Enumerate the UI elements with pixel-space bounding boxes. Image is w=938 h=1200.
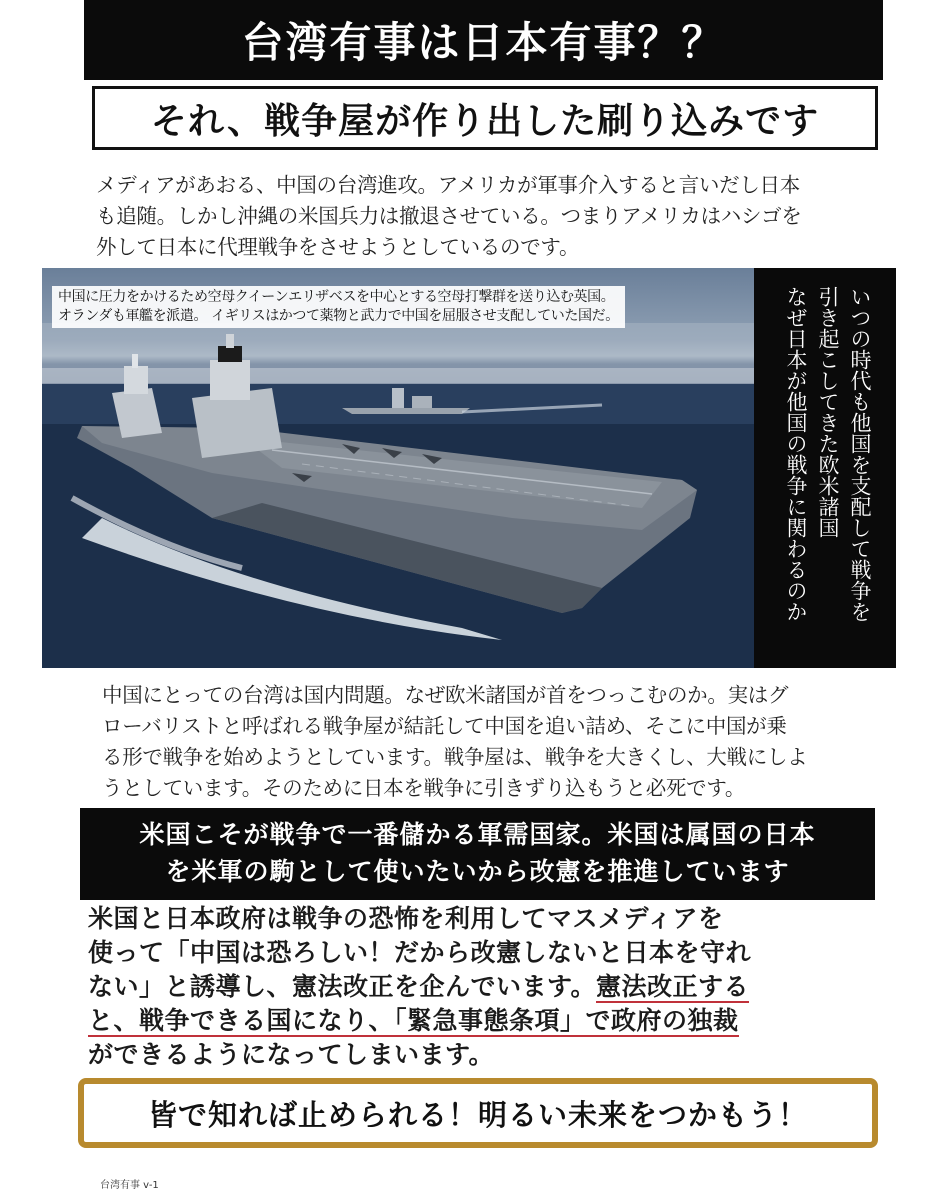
call-to-action-box: 皆で知れば止められる！明るい未来をつかもう！	[78, 1078, 878, 1148]
body-line	[88, 1004, 858, 1038]
intro-line: メディアがあおる、中国の台湾進攻。アメリカが軍事介入すると言いだし日本	[96, 173, 800, 197]
body-line: 使って「中国は恐ろしい！だから改憲しないと日本を守れ	[88, 938, 752, 967]
body-line	[88, 970, 858, 1004]
intro-line: も追随。しかし沖縄の米国兵力は撤退させている。つまりアメリカはハシゴを	[96, 204, 802, 228]
banner-line: を米軍の駒として使いたいから改憲を推進しています	[165, 857, 790, 886]
vertical-line: いつの時代も他国を支配して戦争を	[848, 286, 872, 622]
body-text: ない」と誘導し、憲法改正を企んでいます。	[88, 972, 597, 1001]
vertical-line: なぜ日本が他国の戦争に関わるのか	[784, 286, 808, 622]
aircraft-carrier-photo	[42, 268, 754, 668]
page-title: 台湾有事は日本有事？？	[84, 0, 883, 80]
vertical-text	[780, 286, 876, 658]
underlined-text: 憲法改正する	[596, 972, 750, 1001]
page-subtitle: それ、戦争屋が作り出した刷り込みです	[92, 86, 878, 150]
body-line: ができるようになってしまいます。	[88, 1040, 495, 1069]
middle-line: ローバリストと呼ばれる戦争屋が結託して中国を追い詰め、そこに中国が乗	[102, 714, 787, 738]
middle-line: 中国にとっての台湾は国内問題。なぜ欧米諸国が首をつっこむのか。実はグ	[102, 683, 789, 707]
middle-paragraph	[102, 680, 842, 804]
footer-label: 台湾有事 v-1	[100, 1180, 159, 1191]
intro-paragraph	[96, 170, 856, 263]
vertical-line: 引き起こしてきた欧米諸国	[816, 286, 840, 538]
middle-line: る形で戦争を始めようとしています。戦争屋は、戦争を大きくし、大戦にしよ	[102, 745, 808, 769]
photo-caption-line: オランダも軍艦を派遣。 イギリスはかつて薬物と武力で中国を屈服させ支配していた国だ。	[58, 308, 619, 324]
vertical-text-panel	[754, 268, 896, 668]
banner-line: 米国こそが戦争で一番儲かる軍需国家。米国は属国の日本	[139, 820, 816, 849]
body-paragraph	[88, 902, 858, 1072]
intro-line: 外して日本に代理戦争をさせようとしているのです。	[96, 235, 580, 259]
underlined-text: と、戦争できる国になり、「緊急事態条項」で政府の独裁	[88, 1006, 739, 1035]
carrier-illustration	[42, 268, 754, 668]
body-line: 米国と日本政府は戦争の恐怖を利用してマスメディアを	[88, 904, 724, 933]
middle-line: うとしています。そのために日本を戦争に引きずり込もうと必死です。	[102, 776, 746, 800]
photo-caption-line: 中国に圧力をかけるため空母クイーンエリザベスを中心とする空母打撃群を送り込む英国。	[58, 289, 615, 305]
highlight-banner	[80, 808, 875, 900]
photo-caption	[52, 286, 625, 328]
